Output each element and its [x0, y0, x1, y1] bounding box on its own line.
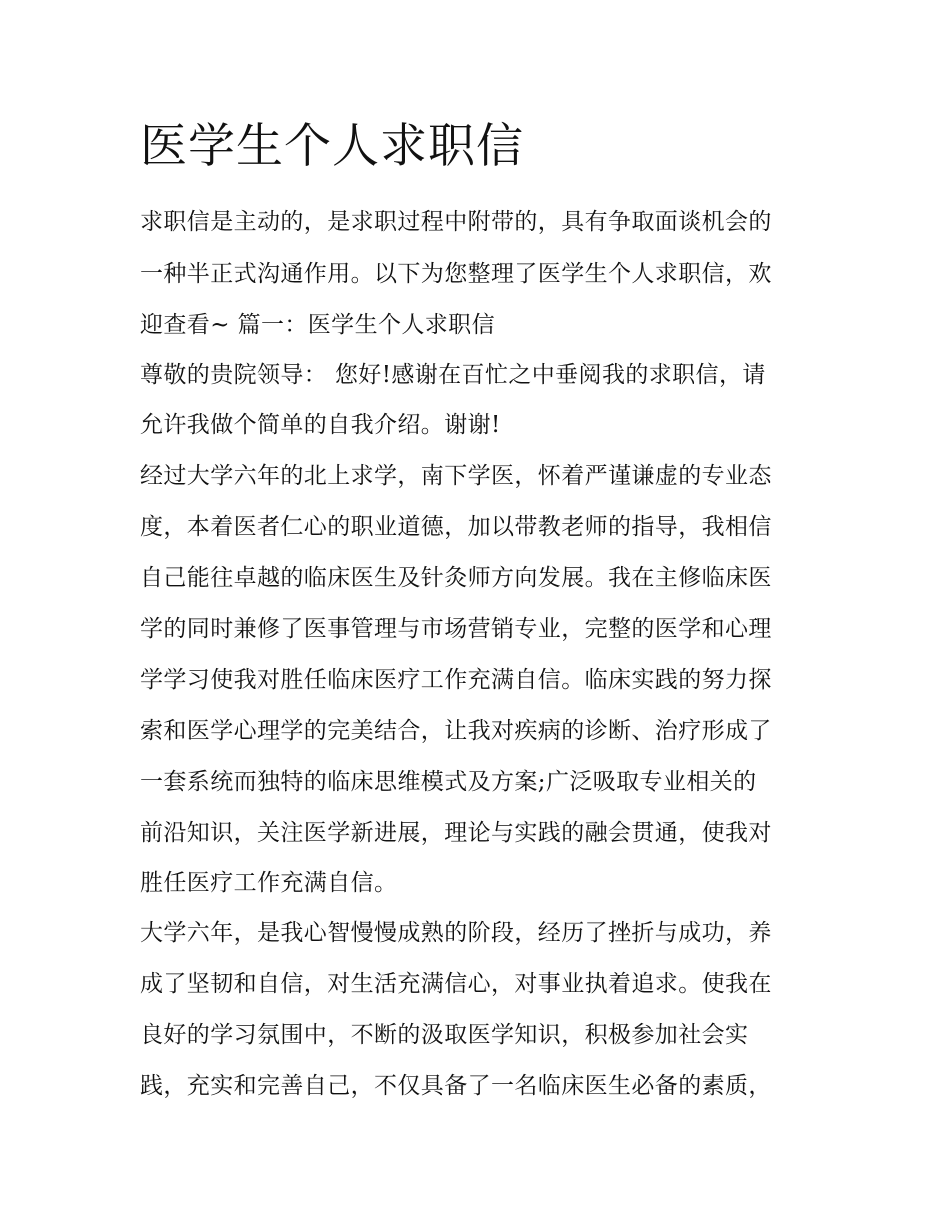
- body-line: 学学习使我对胜任临床医疗工作充满自信。临床实践的努力探: [140, 667, 772, 693]
- body-line: 大学六年，是我心智慢慢成熟的阶段，经历了挫折与成功，养: [140, 920, 772, 946]
- body-line: 尊敬的贵院领导： 您好!感谢在百忙之中垂阅我的求职信，请: [140, 362, 766, 388]
- body-line: 求职信是主动的，是求职过程中附带的，具有争取面谈机会的: [140, 209, 772, 235]
- body-line: 学的同时兼修了医事管理与市场营销专业，完整的医学和心理: [140, 616, 772, 642]
- body-line: 胜任医疗工作充满自信。: [140, 870, 398, 896]
- body-line: 经过大学六年的北上求学，南下学医，怀着严谨谦虚的专业态: [140, 463, 772, 489]
- body-line: 践，充实和完善自己，不仅具备了一名临床医生必备的素质，: [140, 1073, 772, 1099]
- body-line: 前沿知识，关注医学新进展，理论与实践的融会贯通，使我对: [140, 820, 772, 846]
- body-line: 良好的学习氛围中，不断的汲取医学知识，积极参加社会实: [140, 1022, 749, 1048]
- body-line: 迎查看~ 篇一：医学生个人求职信: [140, 312, 495, 338]
- body-line: 度，本着医者仁心的职业道德，加以带教老师的指导，我相信: [140, 514, 772, 540]
- body-line: 索和医学心理学的完美结合，让我对疾病的诊断、治疗形成了: [140, 718, 772, 744]
- document-title: 医学生个人求职信: [140, 119, 524, 174]
- body-line: 成了坚韧和自信，对生活充满信心，对事业执着追求。使我在: [140, 971, 772, 997]
- body-line: 允许我做个简单的自我介绍。谢谢!: [140, 412, 501, 438]
- body-line: 自己能往卓越的临床医生及针灸师方向发展。我在主修临床医: [140, 565, 772, 591]
- body-line: 一套系统而独特的临床思维模式及方案;广泛吸取专业相关的: [140, 769, 757, 795]
- body-line: 一种半正式沟通作用。以下为您整理了医学生个人求职信，欢: [140, 261, 772, 287]
